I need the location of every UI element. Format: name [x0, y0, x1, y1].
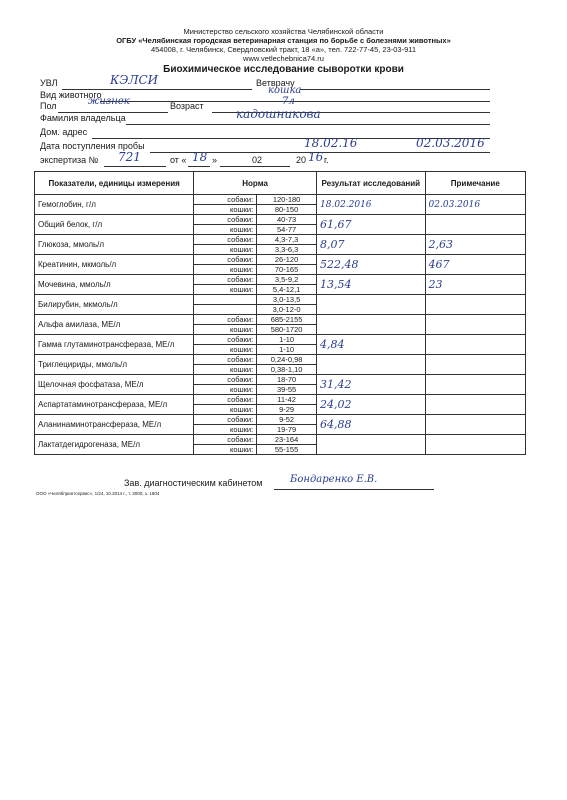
norm-dog: 3,5-9,2	[257, 275, 317, 285]
note-value: 02.03.2016	[428, 199, 481, 210]
norm-cat: 1-10	[257, 345, 317, 355]
table-row	[35, 255, 526, 265]
note-value: 23	[428, 278, 443, 291]
month-value: 02	[252, 155, 263, 165]
day-value: 18	[192, 150, 208, 164]
species-dog: собаки:	[194, 375, 257, 385]
parameter-name: Гамма глутаминотрансфераза, МЕ/л	[35, 335, 194, 355]
result-value: 24,02	[320, 398, 352, 411]
result-cell	[317, 355, 426, 375]
norm-dog: 4,3-7,3	[257, 235, 317, 245]
result-value: 13,54	[320, 278, 352, 291]
norm-cat: 39-55	[257, 385, 317, 395]
note-cell	[425, 395, 525, 415]
norm-cat: 3,3-6,3	[257, 245, 317, 255]
species-dog: собаки:	[194, 255, 257, 265]
species-cat: кошки:	[194, 345, 257, 355]
note-cell	[425, 415, 525, 435]
norm-dog: 0,24-0,98	[257, 355, 317, 365]
table-row	[35, 335, 526, 345]
norm-cat: 5,4-12,1	[257, 285, 317, 295]
note-value: 2,63	[428, 238, 454, 251]
species-dog: собаки:	[194, 435, 257, 445]
result-value: 18.02.2016	[320, 199, 372, 210]
note-cell	[425, 255, 525, 275]
address-label: Дом. адрес	[40, 127, 88, 137]
note-cell	[425, 375, 525, 395]
table-row	[35, 275, 526, 285]
result-cell	[317, 315, 426, 335]
header-result: Результат исследований	[317, 172, 426, 195]
parameter-name: Альфа амилаза, МЕ/л	[35, 315, 194, 335]
page-title: Биохимическое исследование сыворотки крови	[163, 64, 404, 75]
species-cat: кошки:	[194, 385, 257, 395]
result-cell	[317, 435, 426, 455]
norm-dog: 40-73	[257, 215, 317, 225]
table-row	[35, 235, 526, 245]
norm-cat: 55-155	[257, 445, 317, 455]
head-label: Зав. диагностическим кабинетом	[124, 478, 263, 488]
species-dog: собаки:	[194, 235, 257, 245]
sex-label: Пол	[40, 101, 57, 111]
print-info: ООО «Челябпринтсервис», 1/24, 10.2014 г., т. 3000, з. 1804	[36, 491, 160, 496]
species-cat: кошки:	[194, 225, 257, 235]
age-value: 7л	[282, 96, 295, 107]
expertise-number: 721	[118, 150, 141, 164]
result-cell	[317, 335, 426, 355]
result-value: 522,48	[320, 258, 359, 271]
table-row	[35, 395, 526, 405]
result-cell	[317, 235, 426, 255]
result-cell	[317, 415, 426, 435]
result-value: 61,67	[320, 218, 352, 231]
norm-cat: 580-1720	[257, 325, 317, 335]
species-cat	[194, 305, 257, 315]
species-cat: кошки:	[194, 285, 257, 295]
parameter-name: Триглецириды, ммоль/л	[35, 355, 194, 375]
header-param: Показатели, единицы измерения	[35, 172, 194, 195]
species-dog: собаки:	[194, 315, 257, 325]
species-cat: кошки:	[194, 405, 257, 415]
result-cell	[317, 275, 426, 295]
parameter-name: Глюкоза, ммоль/л	[35, 235, 194, 255]
species-cat: кошки:	[194, 445, 257, 455]
norm-dog: 11-42	[257, 395, 317, 405]
species-cat: кошки:	[194, 425, 257, 435]
table-row	[35, 415, 526, 425]
species-dog: собаки:	[194, 395, 257, 405]
result-value: 31,42	[320, 378, 352, 391]
sex-value: жизнек	[88, 96, 130, 107]
parameter-name: Билирубин, мкмоль/л	[35, 295, 194, 315]
results-table	[34, 171, 526, 455]
norm-dog: 23-164	[257, 435, 317, 445]
table-row	[35, 215, 526, 225]
header-note: Примечание	[425, 172, 525, 195]
ministry-line: Министерство сельского хозяйства Челябинской области	[183, 27, 384, 36]
from-label: от «	[170, 155, 187, 165]
species-dog: собаки:	[194, 275, 257, 285]
result-value: 4,84	[320, 338, 345, 351]
note-cell	[425, 315, 525, 335]
year-value: 16	[308, 150, 324, 164]
result-cell	[317, 395, 426, 415]
uvl-label: УВЛ	[40, 78, 58, 88]
norm-cat: 54-77	[257, 225, 317, 235]
date-value-2: 02.03.2016	[416, 136, 485, 150]
table-row	[35, 315, 526, 325]
norm-dog: 685-2155	[257, 315, 317, 325]
owner-label: Фамилия владельца	[40, 113, 126, 123]
species-value: кошка	[268, 85, 302, 96]
parameter-name: Аспартатаминотрансфераза, МЕ/л	[35, 395, 194, 415]
head-signature: Бондаренко Е.В.	[290, 474, 378, 485]
norm-cat: 3,0-12-0	[257, 305, 317, 315]
result-value: 8,07	[320, 238, 345, 251]
result-cell	[317, 255, 426, 275]
note-cell	[425, 295, 525, 315]
result-value: 64,88	[320, 418, 352, 431]
norm-dog: 120-180	[257, 195, 317, 205]
norm-cat: 0,38-1,10	[257, 365, 317, 375]
norm-dog: 1-10	[257, 335, 317, 345]
result-cell	[317, 215, 426, 235]
note-cell	[425, 195, 525, 215]
species-cat: кошки:	[194, 365, 257, 375]
species-dog: собаки:	[194, 215, 257, 225]
result-cell	[317, 295, 426, 315]
uvl-value: КЭЛСИ	[110, 73, 159, 87]
norm-cat: 19-79	[257, 425, 317, 435]
norm-cat: 80-150	[257, 205, 317, 215]
norm-cat: 70-165	[257, 265, 317, 275]
table-row	[35, 435, 526, 445]
species-cat: кошки:	[194, 205, 257, 215]
norm-dog: 9-52	[257, 415, 317, 425]
species-cat: кошки:	[194, 265, 257, 275]
date-value: 18.02.16	[304, 136, 358, 150]
table-row	[35, 355, 526, 365]
header-norm: Норма	[194, 172, 317, 195]
species-dog: собаки:	[194, 415, 257, 425]
parameter-name: Щелочная фосфатаза, МЕ/л	[35, 375, 194, 395]
note-cell	[425, 355, 525, 375]
vet-label: Ветврачу	[256, 78, 295, 88]
norm-dog: 3,0-13,5	[257, 295, 317, 305]
species-cat: кошки:	[194, 325, 257, 335]
table-row	[35, 295, 526, 305]
expertise-label: экспертиза №	[40, 155, 99, 165]
year-prefix: 20	[296, 155, 307, 165]
species-dog: собаки:	[194, 195, 257, 205]
age-label: Возраст	[170, 101, 204, 111]
table-row	[35, 195, 526, 205]
species-dog	[194, 295, 257, 305]
date-label: Дата поступления пробы	[40, 141, 145, 151]
norm-dog: 26-120	[257, 255, 317, 265]
result-cell	[317, 195, 426, 215]
address-line: 454008, г. Челябинск, Свердловский тракт, 18 «а», тел. 722-77-45, 23-03-911	[150, 45, 417, 54]
owner-value: кадошникова	[236, 107, 321, 121]
close-quote: »	[212, 155, 218, 165]
parameter-name: Аланинаминотрансфераза, МЕ/л	[35, 415, 194, 435]
organization-line: ОГБУ «Челябинская городская ветеринарная станция по борьбе с болезнями животных»	[116, 36, 451, 45]
parameter-name: Креатинин, мкмоль/л	[35, 255, 194, 275]
note-cell	[425, 335, 525, 355]
note-cell	[425, 275, 525, 295]
result-cell	[317, 375, 426, 395]
species-dog: собаки:	[194, 335, 257, 345]
website-line: www.vetlechebnica74.ru	[243, 54, 324, 63]
parameter-name: Общий белок, г/л	[35, 215, 194, 235]
species-dog: собаки:	[194, 355, 257, 365]
species-label: Вид животного	[40, 90, 102, 100]
parameter-name: Мочевина, ммоль/л	[35, 275, 194, 295]
parameter-name: Лактатдегидрогеназа, МЕ/л	[35, 435, 194, 455]
note-cell	[425, 235, 525, 255]
year-suffix: г.	[324, 155, 329, 165]
note-cell	[425, 435, 525, 455]
note-cell	[425, 215, 525, 235]
note-value: 467	[428, 258, 450, 271]
norm-cat: 9-29	[257, 405, 317, 415]
table-row	[35, 375, 526, 385]
parameter-name: Гемоглобин, г/л	[35, 195, 194, 215]
species-cat: кошки:	[194, 245, 257, 255]
norm-dog: 18-70	[257, 375, 317, 385]
